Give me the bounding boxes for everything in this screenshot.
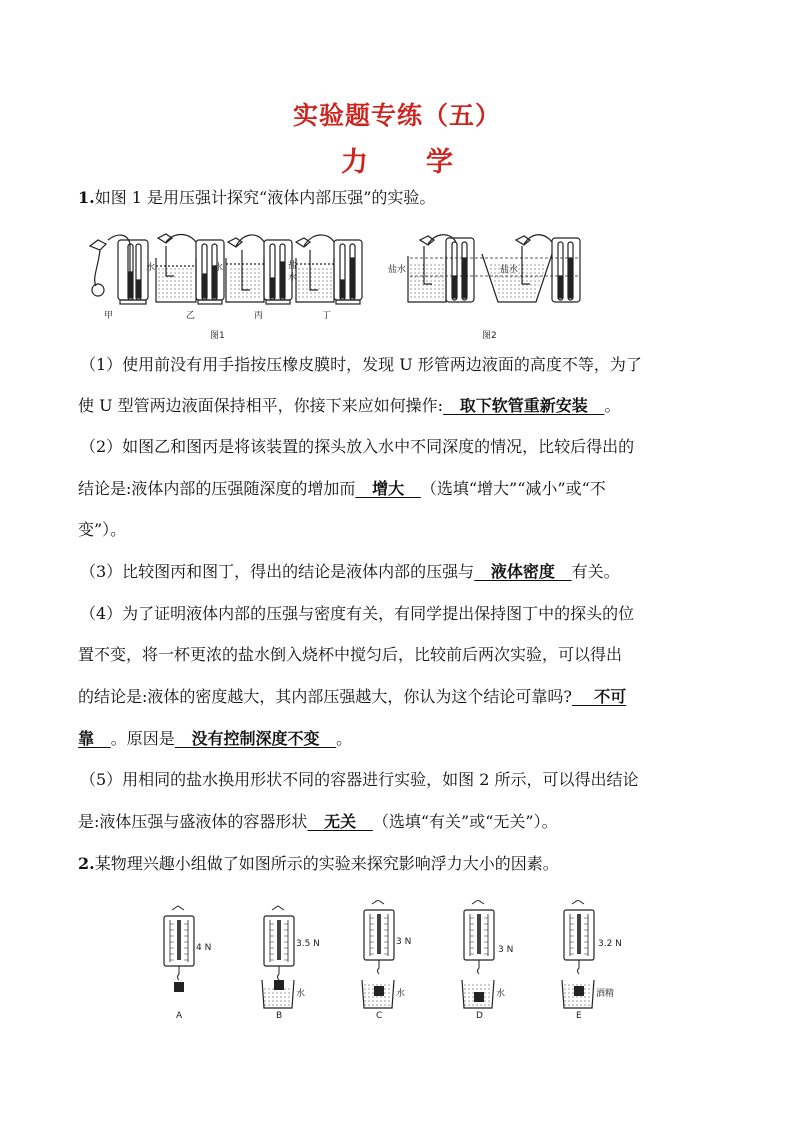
q1-stem — [78, 190, 718, 206]
q1-part2-text: 结论是:液体内部的压强随深度的增加而 — [78, 479, 356, 498]
q1-part4-answer-1: 不可 — [571, 687, 627, 706]
letter-c: C — [376, 1011, 383, 1021]
label-salt-ding-2: 水 — [288, 273, 298, 283]
letter-e: E — [576, 1011, 582, 1021]
q1-part4-line1: （4）为了证明液体内部的压强与密度有关，有同学提出保持图丁中的探头的位 — [80, 604, 635, 623]
figure-2-apparatus — [408, 235, 580, 302]
fig2-caption: 图2 — [482, 331, 497, 341]
letter-b: B — [276, 1011, 283, 1021]
q1-part4-end: 。 — [336, 729, 353, 748]
q1-part2-answer: 增大 — [355, 479, 421, 498]
subtitle-char-2: 学 — [426, 147, 453, 178]
label-water-yi: 水 — [146, 263, 156, 273]
q1-part5-line2 — [78, 814, 718, 830]
reading-d: 3 N — [498, 945, 514, 955]
q1-part2-hint: （选填“增大”“减小”或“不 — [420, 479, 606, 498]
q1-part4-answer-1b: 靠 — [78, 729, 111, 748]
q1-part3-end: 有关。 — [571, 562, 620, 581]
scale-a — [164, 906, 194, 992]
page-subtitle — [0, 140, 794, 179]
q1-part1-line1: （1）使用前没有用手指按压橡皮膜时，发现 U 形管两边液面的高度不等，为了 — [80, 355, 642, 374]
q1-part1-end: 。 — [604, 396, 621, 415]
label-saltwater-right: 盐水 — [500, 265, 519, 275]
scale-d — [462, 900, 494, 1008]
letter-d: D — [476, 1011, 483, 1021]
q2-stem-text: 某物理兴趣小组做了如图所示的实验来探究影响浮力大小的因素。 — [94, 854, 559, 873]
q1-stem-text: 如图 1 是用压强计探究“液体内部压强”的实验。 — [94, 188, 436, 207]
figure-jia-apparatus — [90, 235, 148, 304]
label-ding: 丁 — [322, 311, 332, 321]
label-yi: 乙 — [186, 311, 196, 321]
q2-stem — [78, 856, 718, 872]
liquid-d: 水 — [496, 989, 506, 999]
q1-part4-mid: 。原因是 — [110, 729, 175, 748]
q1-part1-answer: 取下软管重新安装 — [443, 396, 605, 415]
q1-part3-text: （3）比较图丙和图丁，得出的结论是液体内部的压强与 — [80, 562, 475, 581]
q1-part2-line1: （2）如图乙和图丙是将该装置的探头放入水中不同深度的情况，比较后得出的 — [80, 437, 635, 456]
subtitle-char-1: 力 — [341, 147, 368, 178]
liquid-b: 水 — [296, 989, 306, 999]
liquid-e: 酒精 — [596, 989, 615, 999]
liquid-c: 水 — [396, 989, 406, 999]
label-salt-ding-1: 盐 — [288, 261, 298, 271]
reading-a: 4 N — [196, 943, 212, 953]
q1-part5-hint: （选填“有关”或“无关”）。 — [372, 812, 558, 831]
reading-b: 3.5 N — [296, 939, 320, 949]
q1-part3 — [80, 564, 720, 580]
q2-number: 2. — [78, 854, 95, 873]
reading-c: 3 N — [396, 937, 412, 947]
q1-figures — [78, 228, 588, 346]
label-saltwater-left: 盐水 — [388, 265, 407, 275]
q1-part5-line1: （5）用相同的盐水换用形状不同的容器进行实验，如图 2 所示，可以得出结论 — [80, 770, 639, 789]
scale-e — [562, 900, 594, 1008]
q1-part4-line2: 置不变，将一杯更浓的盐水倒入烧杯中搅匀后，比较前后两次实验，可以得出 — [78, 645, 623, 664]
q1-part4-answer-2: 没有控制深度不变 — [174, 729, 337, 748]
figure-bing-apparatus — [226, 235, 292, 304]
q1-part1-line2 — [78, 398, 718, 414]
q1-number: 1. — [78, 188, 95, 207]
label-bing: 丙 — [254, 311, 264, 321]
scale-b — [262, 906, 294, 1008]
q1-part4-text: 的结论是:液体的密度越大，其内部压强越大，你认为这个结论可靠吗? — [78, 687, 572, 706]
q1-part4-line3 — [78, 689, 718, 705]
page-title: 实验题专练（五） — [292, 101, 501, 130]
q1-part2-line2 — [78, 481, 718, 497]
scale-c — [362, 900, 394, 1008]
label-water-bing: 水 — [214, 263, 224, 273]
q2-figure — [160, 900, 630, 1022]
q1-part2-line3: 变”）。 — [78, 520, 127, 539]
figure-ding-apparatus — [296, 235, 362, 304]
q1-part4-line4 — [78, 731, 718, 747]
label-jia: 甲 — [104, 311, 114, 321]
letter-a: A — [176, 1011, 183, 1021]
q1-part1-text: 使 U 型管两边液面保持相平，你接下来应如何操作: — [78, 396, 444, 415]
q1-part5-text: 是:液体压强与盛液体的容器形状 — [78, 812, 308, 831]
q1-part5-answer: 无关 — [307, 812, 373, 831]
q1-part3-answer: 液体密度 — [474, 562, 572, 581]
reading-e: 3.2 N — [598, 939, 622, 949]
fig1-caption: 图1 — [210, 331, 225, 341]
